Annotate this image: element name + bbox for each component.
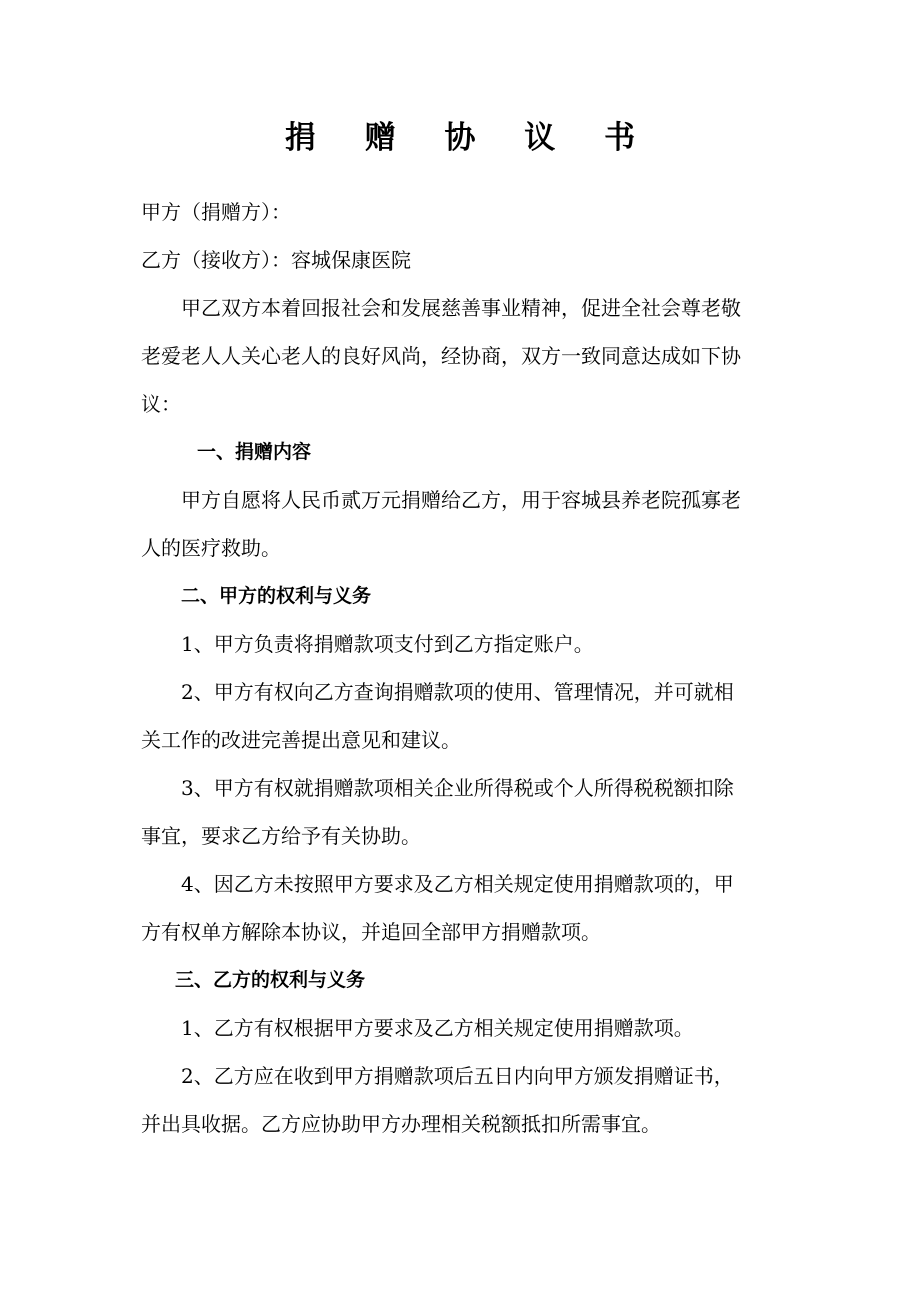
section-2-item-3-line-2: 事宜，要求乙方给予有关协助。 xyxy=(141,824,421,848)
section-1-line-2: 人的医疗救助。 xyxy=(141,536,281,560)
section-1-line-1: 甲方自愿将人民币贰万元捐赠给乙方，用于容城县养老院孤寡老 xyxy=(181,488,741,512)
section-3-item-2-line-2: 并出具收据。乙方应协助甲方办理相关税额抵扣所需事宜。 xyxy=(141,1112,661,1136)
section-3-heading: 三、乙方的权利与义务 xyxy=(175,969,366,991)
party-a-line: 甲方（捐赠方）： xyxy=(141,200,291,224)
section-2-item-3-line-1: 3、甲方有权就捐赠款项相关企业所得税或个人所得税税额扣除 xyxy=(181,776,734,800)
section-1-heading: 一、捐赠内容 xyxy=(197,441,312,463)
section-3-item-2-line-1: 2、乙方应在收到甲方捐赠款项后五日内向甲方颁发捐赠证书， xyxy=(181,1064,734,1088)
section-2-item-4-line-1: 4、因乙方未按照甲方要求及乙方相关规定使用捐赠款项的，甲 xyxy=(181,872,734,896)
preamble-line-3: 议： xyxy=(141,392,181,416)
section-3-item-1-line-1: 1、乙方有权根据甲方要求及乙方相关规定使用捐赠款项。 xyxy=(181,1016,694,1040)
document-title: 捐 赠 协 议 书 xyxy=(284,120,655,156)
document-body xyxy=(141,188,795,1148)
party-b-line: 乙方（接收方）：容城保康医院 xyxy=(141,248,411,272)
section-2-heading: 二、甲方的权利与义务 xyxy=(181,585,372,607)
section-2-item-1-line-1: 1、甲方负责将捐赠款项支付到乙方指定账户。 xyxy=(181,632,594,656)
section-2-item-2-line-2: 关工作的改进完善提出意见和建议。 xyxy=(141,728,461,752)
section-2-item-4-line-2: 方有权单方解除本协议，并追回全部甲方捐赠款项。 xyxy=(141,920,601,944)
section-2-item-2-line-1: 2、甲方有权向乙方查询捐赠款项的使用、管理情况，并可就相 xyxy=(181,680,734,704)
preamble-line-2: 老爱老人人关心老人的良好风尚，经协商，双方一致同意达成如下协 xyxy=(141,344,741,368)
preamble-line-1: 甲乙双方本着回报社会和发展慈善事业精神，促进全社会尊老敬 xyxy=(181,296,741,320)
